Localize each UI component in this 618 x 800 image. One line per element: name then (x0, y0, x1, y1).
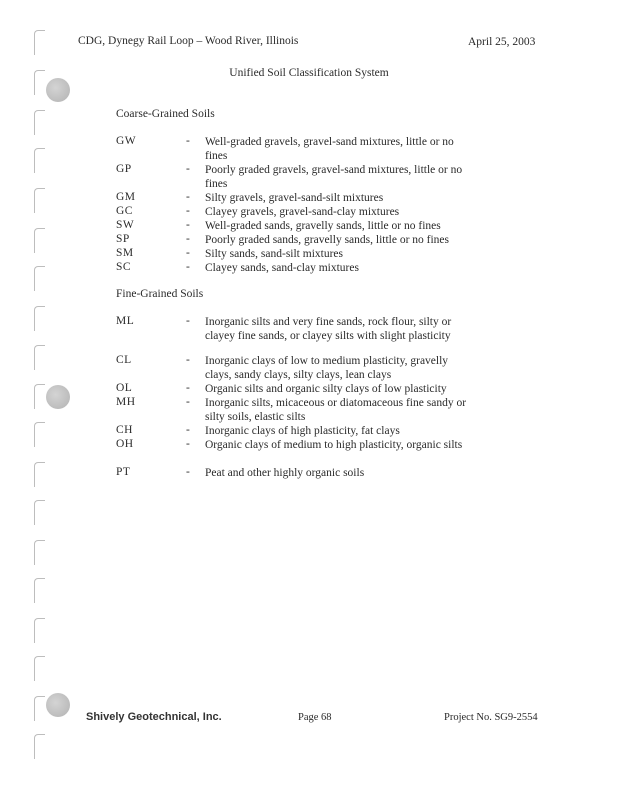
binder-mark (34, 578, 45, 603)
soil-description: Clayey gravels, gravel-sand-clay mixtures (205, 206, 400, 218)
binder-mark (34, 345, 45, 370)
soil-description: Clayey sands, sand-clay mixtures (205, 262, 359, 274)
punch-hole (46, 385, 70, 409)
soil-description: Inorganic clays of high plasticity, fat clays (205, 425, 400, 437)
dash: - (186, 354, 190, 366)
soil-code: PT (116, 466, 131, 478)
binder-mark (34, 188, 45, 213)
soil-description (205, 135, 473, 163)
binder-mark (34, 384, 45, 409)
soil-description: Inorganic clays of low to medium plasticity, gravelly clays, sandy clays, silty clays, lean clays (205, 355, 449, 381)
header-date: April 25, 2003 (468, 36, 536, 48)
binder-mark (34, 656, 45, 681)
footer-project-number: Project No. SG9-2554 (444, 712, 538, 723)
soil-code: CH (116, 424, 133, 436)
soil-description: Inorganic silts, micaceous or diatomaceous fine sandy or silty soils, elastic silts (205, 397, 467, 423)
binder-mark (34, 228, 45, 253)
soil-code: GP (116, 163, 132, 175)
soil-description: Poorly graded sands, gravelly sands, little or no fines (205, 234, 450, 246)
soil-description-text: Poorly graded gravels, gravel-sand mixtures, little or no fines (205, 164, 463, 190)
binder-mark (34, 618, 45, 643)
binder-mark (34, 306, 45, 331)
footer-company: Shively Geotechnical, Inc. (86, 711, 222, 723)
punch-hole (46, 78, 70, 102)
soil-code: GM (116, 191, 136, 203)
soil-description: Peat and other highly organic soils (205, 467, 365, 479)
dash: - (186, 191, 190, 203)
soil-description: Silty gravels, gravel-sand-silt mixtures (205, 192, 384, 204)
section-heading-coarse: Coarse-Grained Soils (116, 108, 215, 120)
binder-mark (34, 734, 45, 759)
dash: - (186, 233, 190, 245)
dash: - (186, 396, 190, 408)
binder-mark (34, 462, 45, 487)
soil-description (205, 163, 473, 191)
soil-code: OL (116, 382, 133, 394)
dash: - (186, 205, 190, 217)
binder-mark (34, 266, 45, 291)
dash: - (186, 382, 190, 394)
binder-mark (34, 30, 45, 55)
soil-description: Silty sands, sand-silt mixtures (205, 248, 343, 260)
soil-code: GW (116, 135, 137, 147)
dash: - (186, 247, 190, 259)
footer-page-number: Page 68 (298, 712, 332, 723)
soil-code: OH (116, 438, 134, 450)
dash: - (186, 261, 190, 273)
soil-code: SP (116, 233, 130, 245)
dash: - (186, 135, 190, 147)
dash: - (186, 315, 190, 327)
header-project: CDG, Dynegy Rail Loop – Wood River, Illinois (78, 35, 299, 47)
soil-code: SC (116, 261, 132, 273)
section-heading-fine: Fine-Grained Soils (116, 288, 204, 300)
binder-mark (34, 110, 45, 135)
dash: - (186, 466, 190, 478)
dash: - (186, 424, 190, 436)
dash: - (186, 219, 190, 231)
soil-description: Organic clays of medium to high plasticity, organic silts (205, 439, 463, 451)
binder-mark (34, 540, 45, 565)
binder-mark (34, 148, 45, 173)
soil-description: Organic silts and organic silty clays of low plasticity (205, 383, 447, 395)
dash: - (186, 438, 190, 450)
binder-mark (34, 422, 45, 447)
soil-code: ML (116, 315, 135, 327)
dash: - (186, 163, 190, 175)
soil-description-text: Well-graded gravels, gravel-sand mixtures, little or no fines (205, 136, 454, 162)
soil-code: CL (116, 354, 132, 366)
soil-description: Inorganic silts and very fine sands, rock flour, silty or clayey fine sands, or clayey silts with slight plasticity (205, 316, 452, 342)
binder-mark (34, 696, 45, 721)
page-title: Unified Soil Classification System (229, 67, 389, 79)
soil-code: GC (116, 205, 133, 217)
soil-code: SW (116, 219, 135, 231)
soil-description: Well-graded sands, gravelly sands, little or no fines (205, 220, 441, 232)
soil-code: MH (116, 396, 136, 408)
soil-code: SM (116, 247, 134, 259)
binder-mark (34, 500, 45, 525)
punch-hole (46, 693, 70, 717)
